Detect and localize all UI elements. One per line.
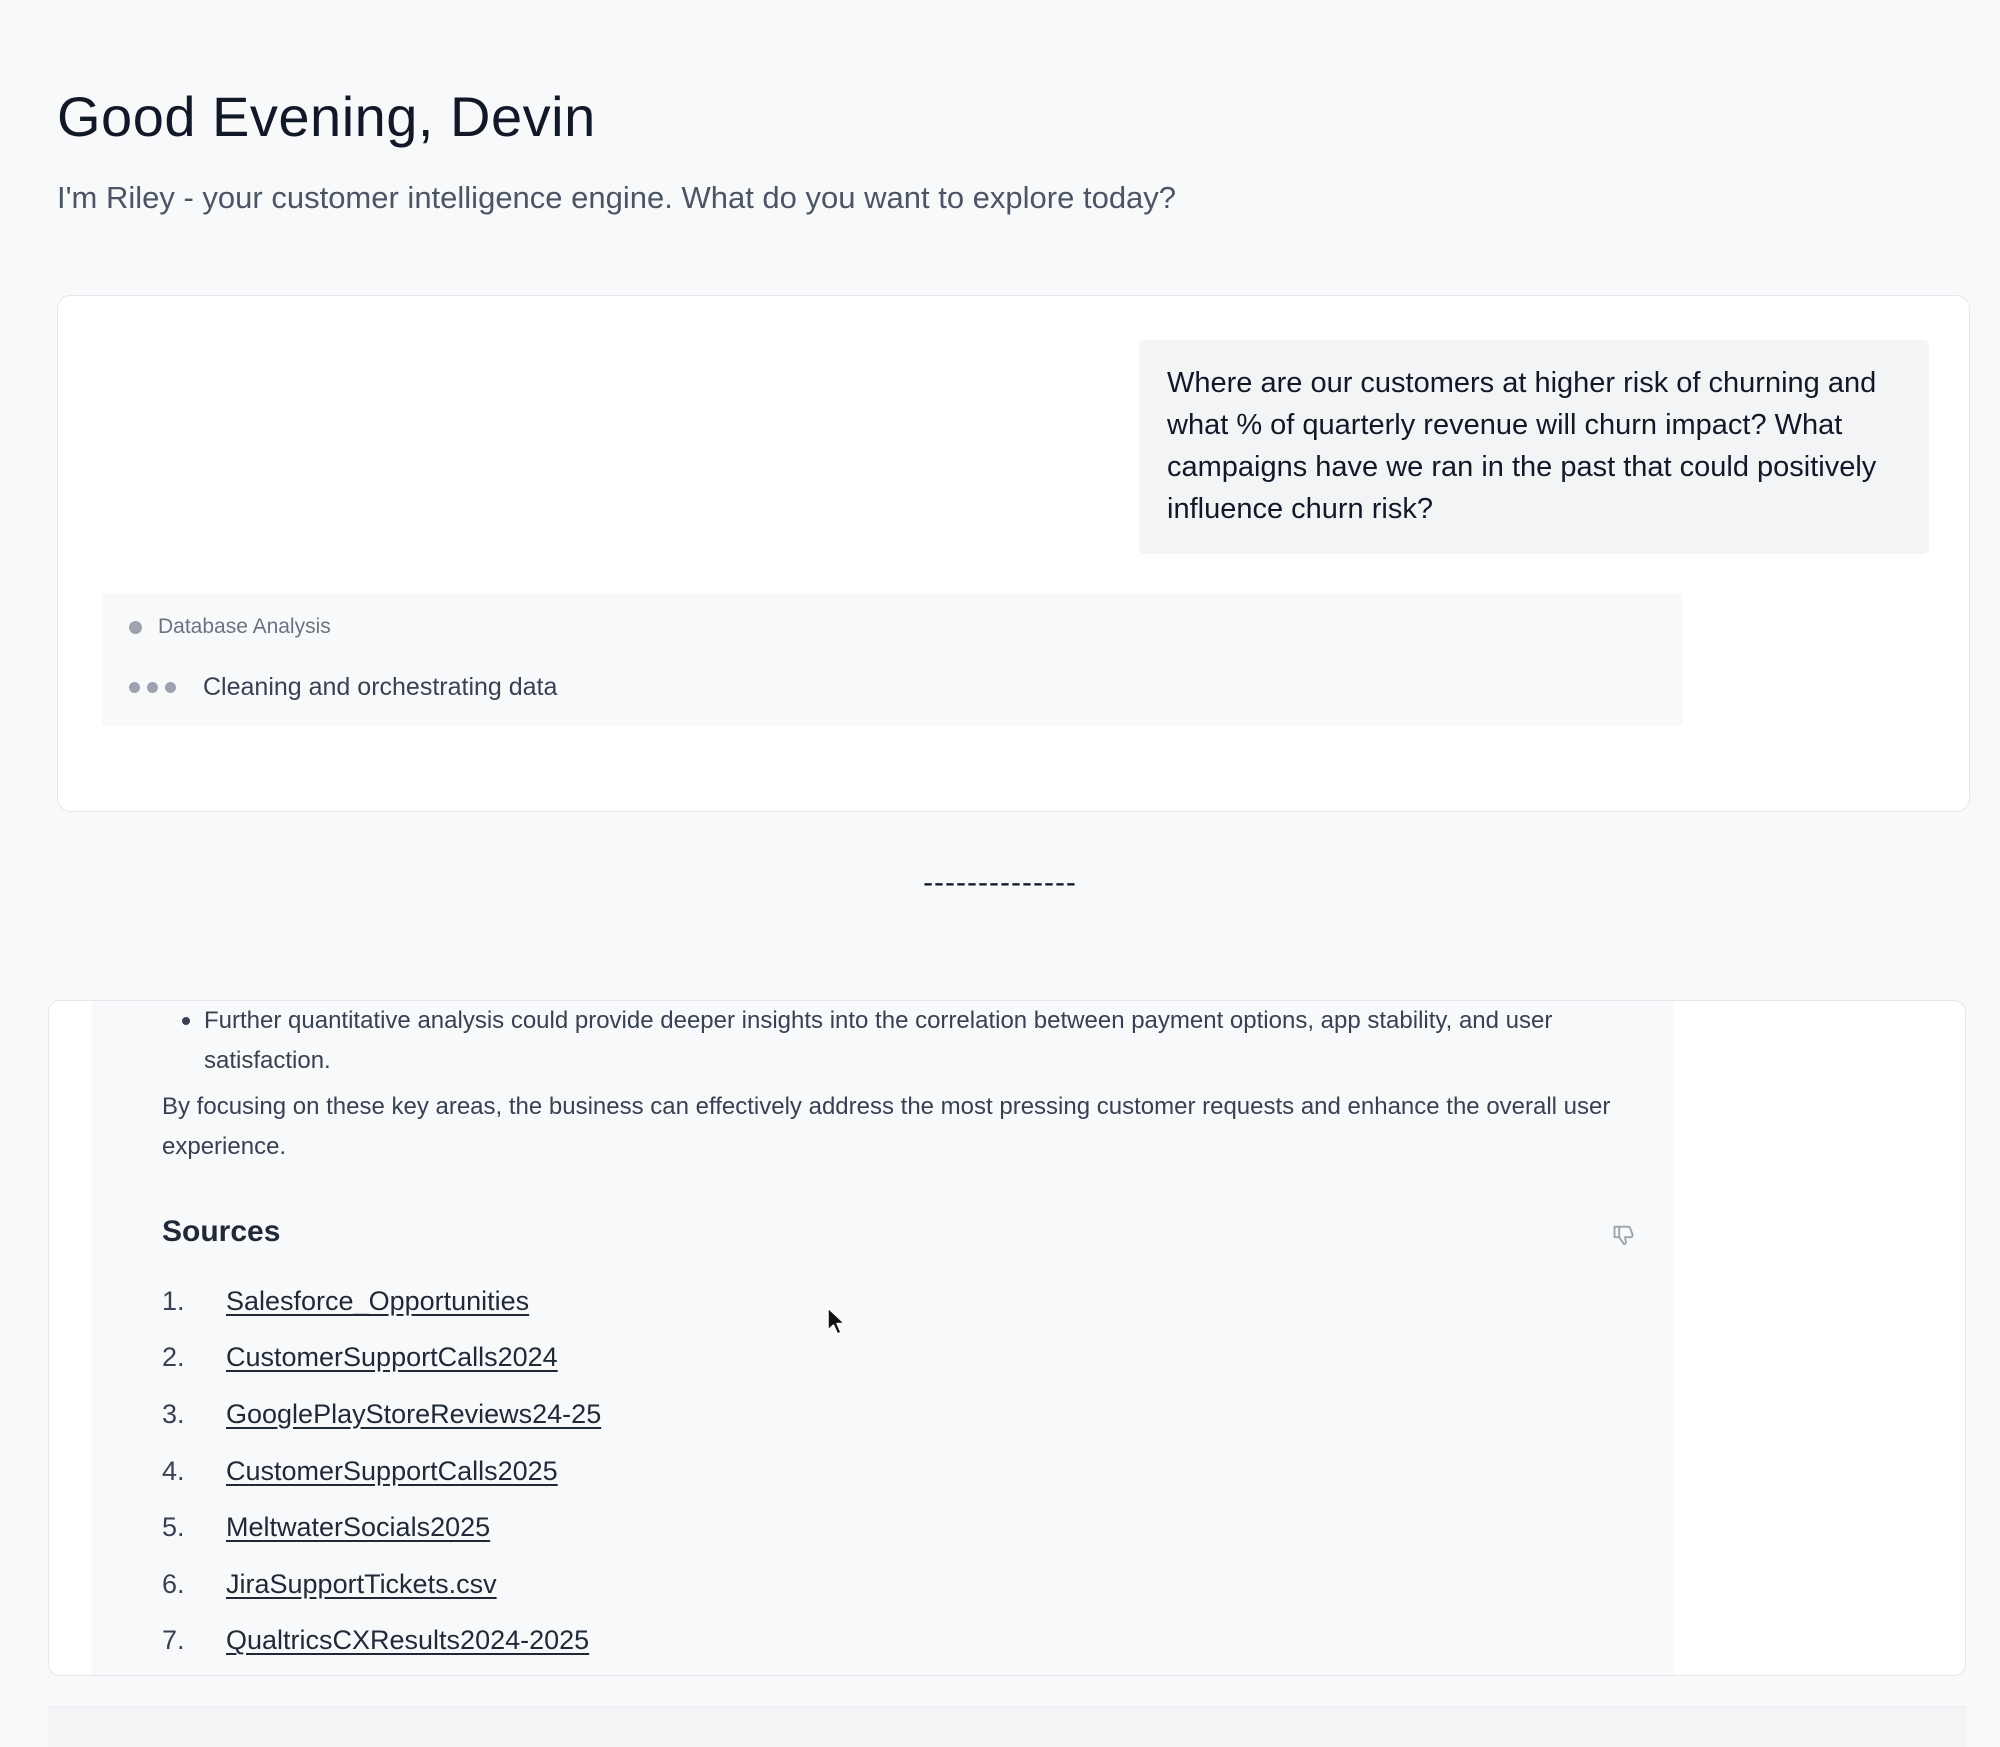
sources-heading: Sources	[162, 1215, 281, 1248]
source-link-salesforce-opportunities[interactable]: Salesforce_Opportunities	[226, 1285, 530, 1316]
greeting-title: Good Evening, Devin	[57, 85, 596, 148]
thumbs-down-icon[interactable]	[1611, 1222, 1639, 1250]
source-link-customer-support-calls-2025[interactable]: CustomerSupportCalls2025	[226, 1455, 558, 1486]
source-item	[162, 1613, 601, 1670]
response-content	[92, 1001, 1674, 1676]
source-item	[162, 1273, 601, 1330]
status-dot-icon	[129, 621, 142, 634]
list-item: Further quantitative analysis could provide deeper insights into the correlation between payment options, app stability, and user satisfaction.	[204, 1001, 1684, 1081]
source-number: 7.	[162, 1625, 185, 1656]
bottom-input-bar[interactable]	[48, 1706, 1966, 1747]
response-paragraph: By focusing on these key areas, the business can effectively address the most pressing customer requests and enhance the overall user experience.	[162, 1093, 1611, 1160]
response-card[interactable]	[48, 1000, 1966, 1676]
source-item	[162, 1330, 601, 1387]
source-item	[162, 1443, 601, 1500]
source-link-google-play-store-reviews[interactable]: GooglePlayStoreReviews24-25	[226, 1398, 602, 1429]
sources-list	[162, 1273, 601, 1669]
status-stage	[129, 615, 331, 639]
status-progress	[129, 673, 557, 702]
source-number: 3.	[162, 1398, 185, 1429]
user-message-bubble: Where are our customers at higher risk of churning and what % of quarterly revenue will churn impact? What campaigns have we ran in the past that could positively influence churn risk?	[1139, 340, 1929, 554]
source-number: 2.	[162, 1342, 185, 1373]
source-link-customer-support-calls-2024[interactable]: CustomerSupportCalls2024	[226, 1342, 558, 1373]
source-item	[162, 1386, 601, 1443]
greeting-subtitle: I'm Riley - your customer intelligence engine. What do you want to explore today?	[57, 180, 1177, 215]
source-link-qualtrics-cx-results[interactable]: QualtricsCXResults2024-2025	[226, 1625, 590, 1656]
section-divider: --------------	[923, 866, 1077, 899]
source-number: 6.	[162, 1568, 185, 1599]
source-item	[162, 1499, 601, 1556]
source-link-jira-support-tickets[interactable]: JiraSupportTickets.csv	[226, 1568, 497, 1599]
source-link-meltwater-socials-2025[interactable]: MeltwaterSocials2025	[226, 1512, 491, 1543]
mouse-pointer-icon	[826, 1306, 848, 1338]
loading-dots-icon	[129, 682, 183, 693]
source-number: 5.	[162, 1512, 185, 1543]
source-number: 1.	[162, 1285, 185, 1316]
source-number: 4.	[162, 1455, 185, 1486]
source-item	[162, 1556, 601, 1613]
chat-card	[57, 295, 1970, 812]
analysis-status-panel	[102, 593, 1683, 726]
response-bullets	[204, 1001, 1684, 1081]
status-progress-label: Cleaning and orchestrating data	[203, 673, 558, 701]
status-stage-label: Database Analysis	[158, 615, 331, 638]
